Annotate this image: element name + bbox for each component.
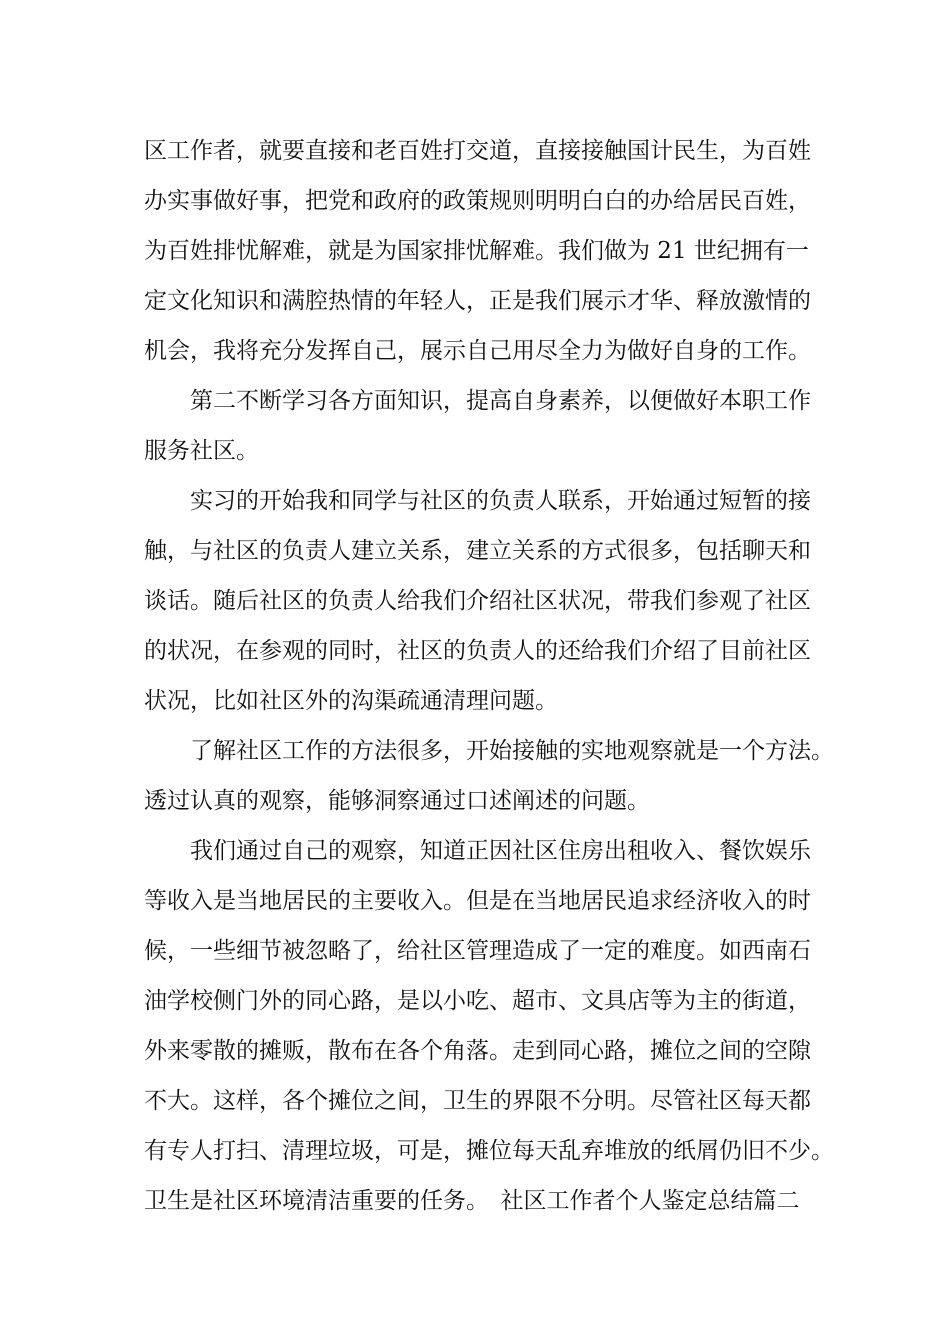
text-line: 油学校侧门外的同心路，是以小吃、超市、文具店等为主的街道， — [144, 988, 811, 1014]
text-line: 第二不断学习各方面知识，提高自身素养，以便做好本职工作 — [144, 388, 811, 414]
text-line: 了解社区工作的方法很多，开始接触的实地观察就是一个方法。 — [144, 738, 834, 764]
text-line: 的状况，在参观的同时，社区的负责人的还给我们介绍了目前社区 — [144, 638, 811, 664]
text-line: 机会，我将充分发挥自己，展示自己用尽全力为做好自身的工作。 — [144, 338, 811, 364]
text-line: 定文化知识和满腔热情的年轻人，正是我们展示才华、释放激情的 — [144, 288, 811, 314]
text-line: 透过认真的观察，能够洞察通过口述阐述的问题。 — [144, 788, 650, 814]
text-line: 不大。这样，各个摊位之间，卫生的界限不分明。尽管社区每天都 — [144, 1088, 811, 1114]
text-line: 实习的开始我和同学与社区的负责人联系，开始通过短暂的接 — [144, 488, 811, 514]
text-line: 区工作者，就要直接和老百姓打交道，直接接触国计民生，为百姓 — [144, 138, 811, 164]
text-line: 办实事做好事，把党和政府的政策规则明明白白的办给居民百姓， — [144, 188, 811, 214]
text-line: 外来零散的摊贩，散布在各个角落。走到同心路，摊位之间的空隙 — [144, 1038, 811, 1064]
text-line: 为百姓排忧解难，就是为国家排忧解难。我们做为 21 世纪拥有一 — [144, 238, 809, 264]
text-line: 服务社区。 — [144, 438, 259, 464]
text-line: 卫生是社区环境清洁重要的任务。 社区工作者个人鉴定总结篇二 — [144, 1188, 800, 1214]
text-line: 触，与社区的负责人建立关系，建立关系的方式很多，包括聊天和 — [144, 538, 811, 564]
text-line: 等收入是当地居民的主要收入。但是在当地居民追求经济收入的时 — [144, 888, 811, 914]
text-line: 有专人打扫、清理垃圾，可是，摊位每天乱弃堆放的纸屑仍旧不少。 — [144, 1138, 834, 1164]
text-line: 我们通过自己的观察，知道正因社区住房出租收入、餐饮娱乐 — [144, 838, 811, 864]
text-line: 状况，比如社区外的沟渠疏通清理问题。 — [144, 688, 558, 714]
text-line: 候，一些细节被忽略了，给社区管理造成了一定的难度。如西南石 — [144, 938, 811, 964]
text-line: 谈话。随后社区的负责人给我们介绍社区状况，带我们参观了社区 — [144, 588, 811, 614]
